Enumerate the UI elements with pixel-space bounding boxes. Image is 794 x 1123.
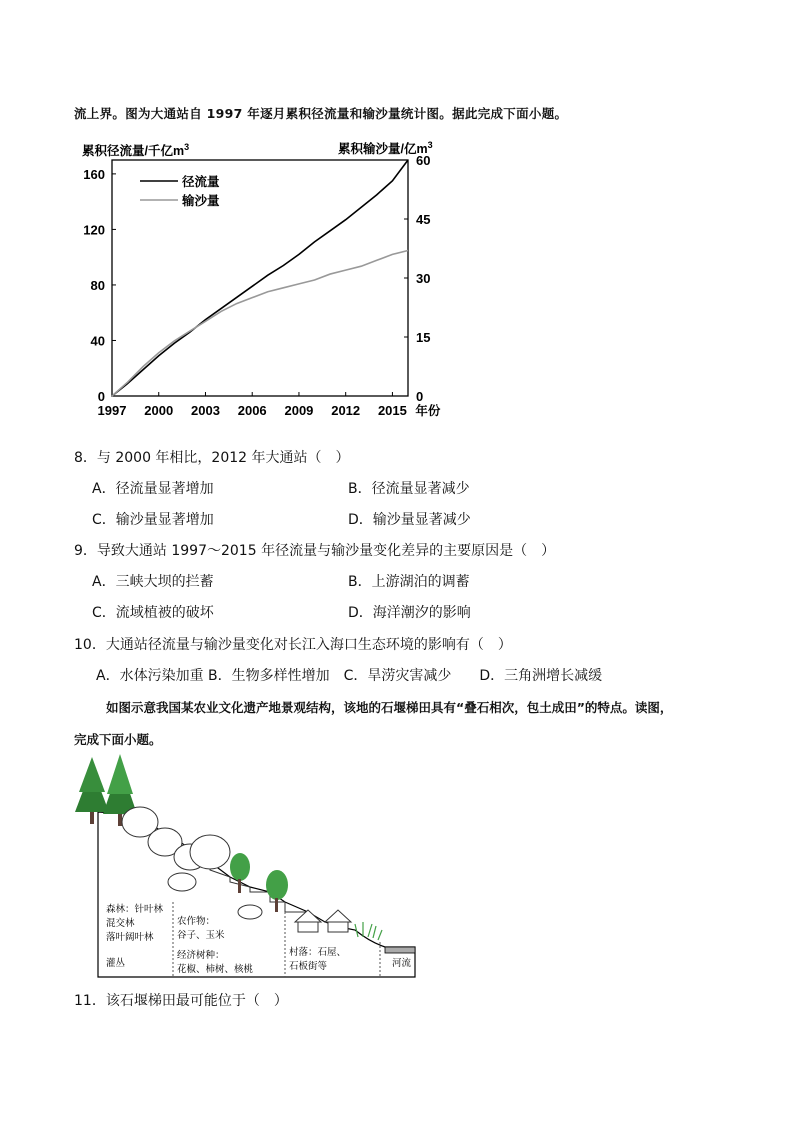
- right-tick-label: 60: [416, 153, 431, 168]
- q8-option-a: A．径流量显著增加: [92, 481, 214, 497]
- x-tick-label: 2003: [191, 403, 220, 418]
- legend-label-sediment: 输沙量: [182, 194, 220, 208]
- river-shape: [385, 947, 415, 953]
- left-tick-label: 160: [83, 166, 105, 182]
- q8-stem: 8．与 2000 年相比，2012 年大通站（ ）: [74, 450, 350, 466]
- x-axis-suffix: 年份: [415, 404, 441, 418]
- left-tick-label: 0: [97, 389, 105, 404]
- x-tick-label: 2000: [144, 403, 174, 418]
- q8-option-d: D．输沙量显著减少: [348, 512, 471, 528]
- landscape-diagram: [70, 752, 430, 982]
- q8-option-c: C．输沙量显著增加: [92, 512, 214, 528]
- sediment-line: [112, 250, 408, 396]
- right-tick-label: 0: [416, 389, 424, 404]
- label-shrub: 灌丛: [106, 958, 126, 969]
- right-tick-label: 15: [416, 330, 431, 345]
- legend: [140, 174, 220, 208]
- left-tick-label: 80: [90, 277, 105, 293]
- label-economic-trees: 经济树种： 花椒、柿树、核桃: [177, 950, 254, 975]
- x-tick-label: 2006: [237, 403, 267, 418]
- label-forest: 森林：针叶林 混交林 落叶阔叶林: [106, 904, 164, 943]
- x-tick-label: 2009: [284, 403, 314, 418]
- q9-option-c: C．流域植被的破坏: [92, 605, 214, 621]
- x-tick-label: 2012: [331, 403, 361, 418]
- x-tick-label: 1997: [97, 403, 127, 418]
- right-axis-title: 累积输沙量/亿$m^3$: [338, 140, 433, 156]
- intro2-line1: 如图示意我国某农业文化遗产地景观结构，该地的石堰梯田具有“叠石相次，包土成田”的特点。读图，: [106, 700, 673, 715]
- right-tick-label: 45: [416, 212, 431, 227]
- intro2-line2: 完成下面小题。: [74, 732, 162, 747]
- label-village: 村落：石屋、 石板街等: [289, 947, 347, 972]
- plot-frame: [112, 160, 408, 396]
- left-axis-title: 累积径流量/千亿$m^3$: [82, 142, 190, 158]
- left-tick-label: 120: [83, 222, 105, 238]
- left-tick-label: 40: [90, 333, 105, 349]
- label-river: 河流: [392, 958, 412, 969]
- q10-options: A．水体污染加重 B．生物多样性增加 C．旱涝灾害减少 D．三角洲增长减缓: [96, 668, 603, 684]
- legend-label-runoff: 径流量: [182, 175, 220, 189]
- q11-stem: 11．该石堰梯田最可能位于（ ）: [74, 993, 288, 1009]
- q9-option-d: D．海洋潮汐的影响: [348, 605, 471, 621]
- q10-stem: 10．大通站径流量与输沙量变化对长江入海口生态环境的影响有（ ）: [74, 637, 512, 653]
- runoff-line: [112, 160, 408, 396]
- label-crops: 农作物： 谷子、玉米: [177, 916, 225, 941]
- line-chart: [70, 138, 460, 428]
- x-tick-label: 2015: [377, 403, 407, 418]
- q9-option-a: A．三峡大坝的拦蓄: [92, 574, 214, 590]
- q8-option-b: B．径流量显著减少: [348, 481, 470, 497]
- right-tick-label: 30: [416, 271, 431, 286]
- q9-stem: 9．导致大通站 1997～2015 年径流量与输沙量变化差异的主要原因是（ ）: [74, 543, 556, 559]
- intro-text: 流上界。图为大通站自 1997 年逐月累积径流量和输沙量统计图。据此完成下面小题。: [74, 106, 568, 121]
- q9-option-b: B．上游湖泊的调蓄: [348, 574, 470, 590]
